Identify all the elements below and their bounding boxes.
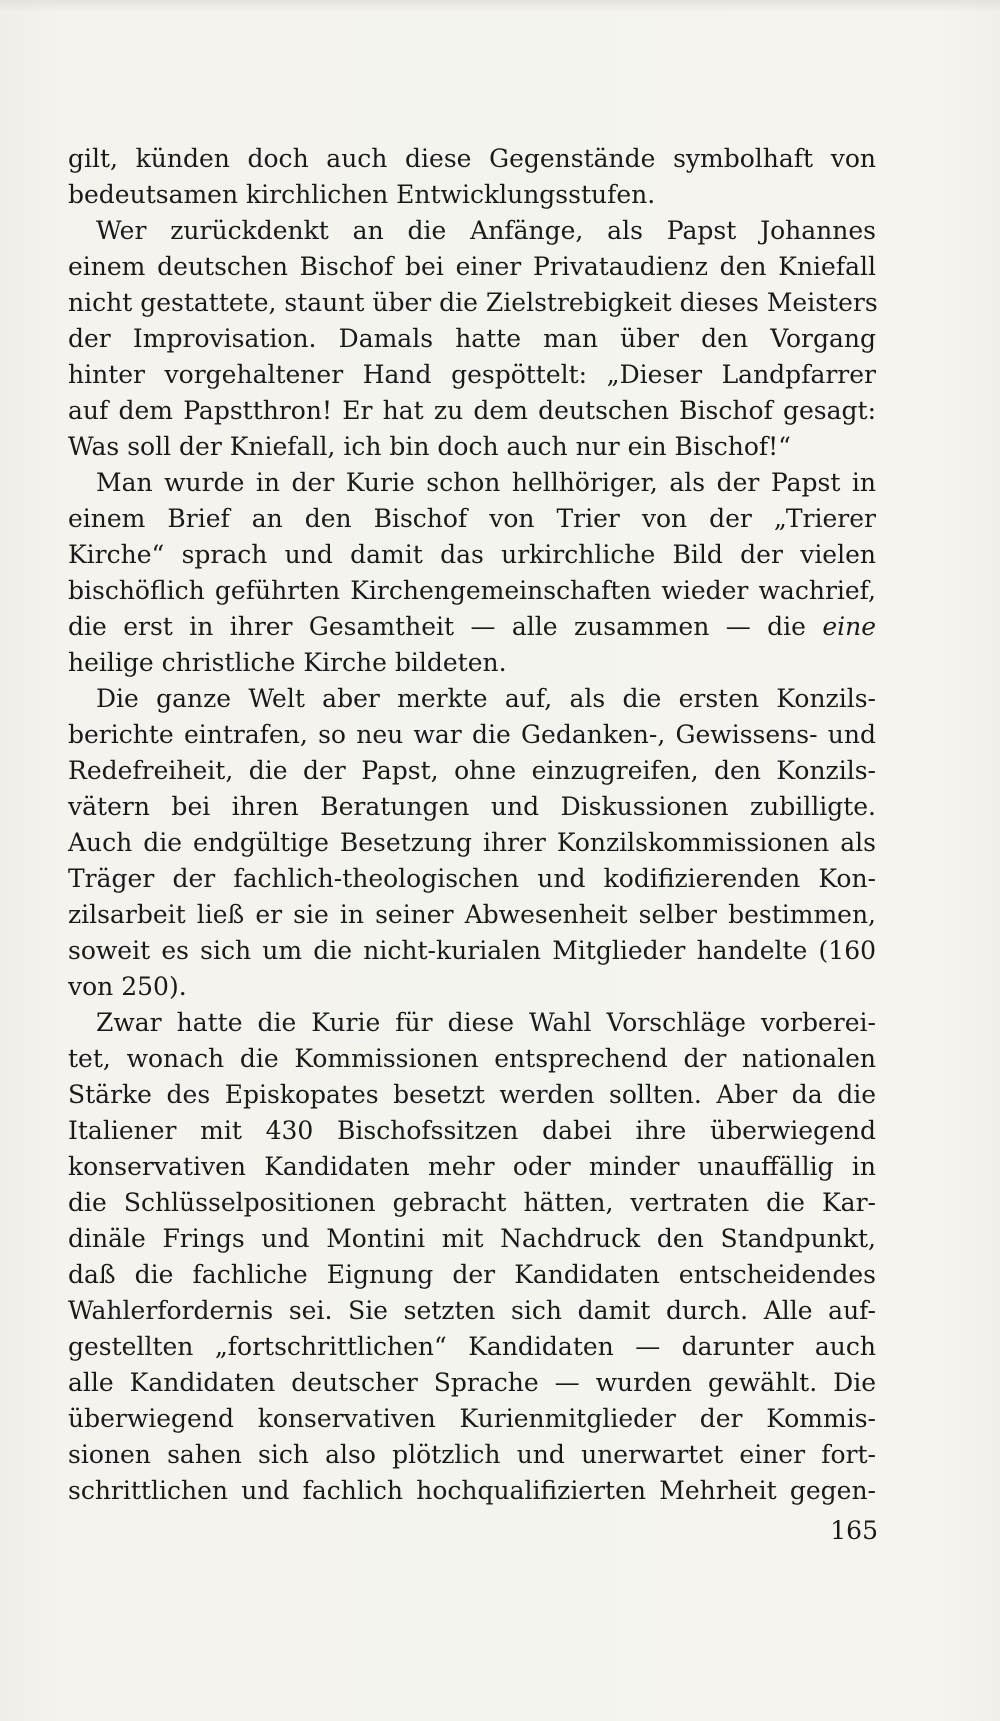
text-line: einem deutschen Bischof bei einer Privataudienz den Kniefall [68, 252, 876, 281]
text-line: schrittlichen und fachlich hochqualifizierten Mehrheit gegen- [68, 1476, 876, 1505]
body-text [68, 141, 876, 1509]
text-line: heilige christliche Kirche bildeten. [68, 648, 507, 677]
text-line: Was soll der Kniefall, ich bin doch auch nur ein Bischof!“ [68, 432, 791, 461]
text-line: zilsarbeit ließ er sie in seiner Abwesenheit selber bestimmen, [68, 900, 876, 929]
text-line: Auch die endgültige Besetzung ihrer Konzilskommissionen als [68, 828, 876, 857]
text-line: Wer zurückdenkt an die Anfänge, als Papst Johannes [96, 216, 876, 245]
text-line: Kirche“ sprach und damit das urkirchliche Bild der vielen [68, 540, 876, 569]
page-top-edge [0, 0, 1000, 12]
text-line: die Schlüsselpositionen gebracht hätten, vertraten die Kar- [68, 1188, 876, 1217]
text-line: die erst in ihrer Gesamtheit — alle zusammen — die eine [68, 612, 876, 641]
text-line: Wahlerfordernis sei. Sie setzten sich damit durch. Alle auf- [68, 1296, 876, 1325]
emphasis: eine [822, 612, 876, 641]
text-line: Stärke des Episkopates besetzt werden sollten. Aber da die [68, 1080, 876, 1109]
text-line: nicht gestattete, staunt über die Zielstrebigkeit dieses Meisters [68, 288, 878, 317]
text-line: Die ganze Welt aber merkte auf, als die ersten Konzils- [96, 684, 876, 713]
text-line: bedeutsamen kirchlichen Entwicklungsstufen. [68, 180, 656, 209]
text-line: Italiener mit 430 Bischofssitzen dabei ihre überwiegend [68, 1116, 876, 1145]
text-line: auf dem Papstthron! Er hat zu dem deutschen Bischof gesagt: [68, 396, 876, 425]
text-line: soweit es sich um die nicht-kurialen Mitglieder handelte (160 [68, 936, 876, 965]
text-line: hinter vorgehaltener Hand gespöttelt: „Dieser Landpfarrer [68, 360, 876, 389]
text-line: Träger der fachlich-theologischen und kodifizierenden Kon- [68, 864, 876, 893]
text-line: der Improvisation. Damals hatte man über den Vorgang [68, 324, 876, 353]
text-line: einem Brief an den Bischof von Trier von der „Trierer [68, 504, 876, 533]
text-line: gestellten „fortschrittlichen“ Kandidaten — darunter auch [68, 1332, 876, 1361]
text-line: gilt, künden doch auch diese Gegenstände symbolhaft von [68, 144, 876, 173]
text-line: alle Kandidaten deutscher Sprache — wurden gewählt. Die [68, 1368, 876, 1397]
text-line: Man wurde in der Kurie schon hellhöriger, als der Papst in [96, 468, 876, 497]
text-line: konservativen Kandidaten mehr oder minder unauffällig in [68, 1152, 876, 1181]
text-line: Redefreiheit, die der Papst, ohne einzugreifen, den Konzils- [68, 756, 876, 785]
text-line: tet, wonach die Kommissionen entsprechend der nationalen [68, 1044, 876, 1073]
text-line: dinäle Frings und Montini mit Nachdruck den Standpunkt, [68, 1224, 876, 1253]
text-line: daß die fachliche Eignung der Kandidaten entscheidendes [68, 1260, 876, 1289]
page-number: 165 [830, 1516, 878, 1545]
text-line: Zwar hatte die Kurie für diese Wahl Vorschläge vorberei- [96, 1008, 876, 1037]
text-line: überwiegend konservativen Kurienmitglieder der Kommis- [68, 1404, 876, 1433]
text-line: von 250). [68, 972, 187, 1001]
text-line: vätern bei ihren Beratungen und Diskussionen zubilligte. [68, 792, 876, 821]
text-line: berichte eintrafen, so neu war die Gedanken-, Gewissens- und [68, 720, 876, 749]
text-line: sionen sahen sich also plötzlich und unerwartet einer fort- [68, 1440, 876, 1469]
text-line: bischöflich geführten Kirchengemeinschaften wieder wachrief, [68, 576, 876, 605]
